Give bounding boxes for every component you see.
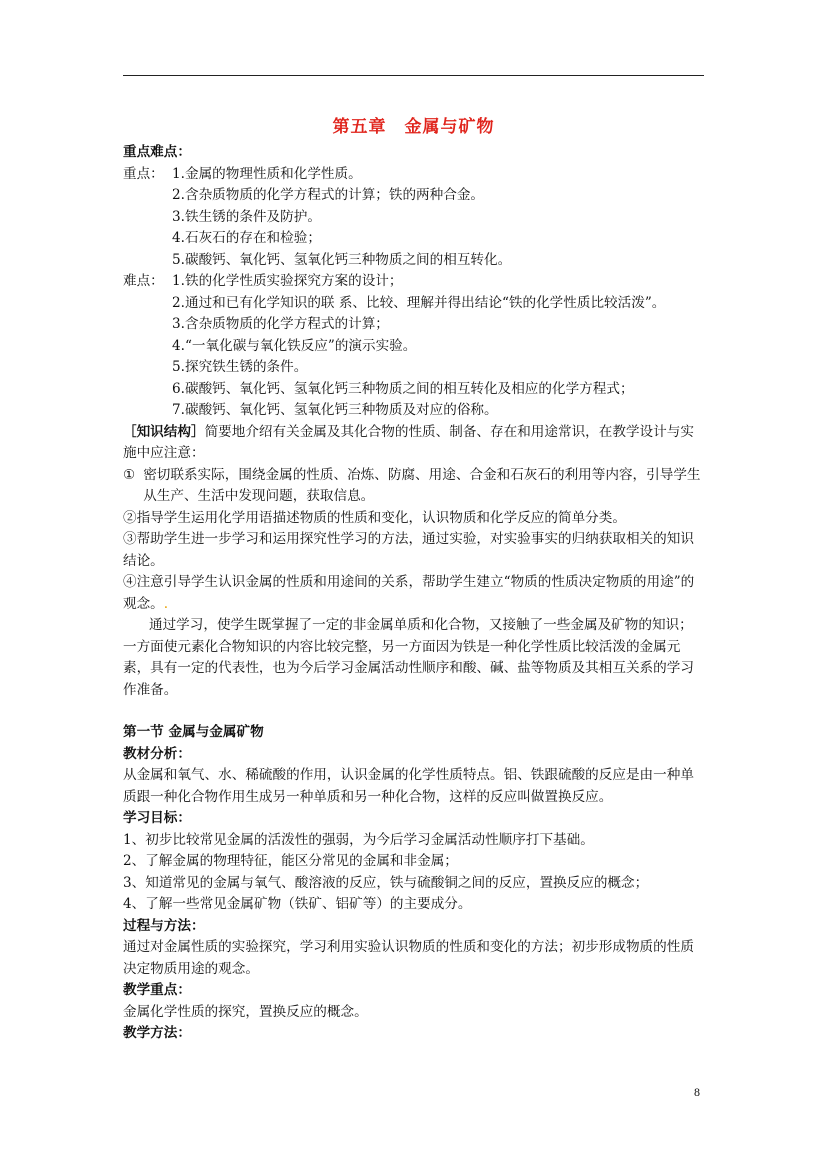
structure-item — [123, 465, 705, 508]
summary-paragraph: 通过学习，使学生既掌握了一定的非金属单质和化合物，又接触了一些金属及矿物的知识；一方面使元素化合物知识的内容比较完整，另一方面因为铁是一种化学性质比较活泼的金属元素，具有一定的代表性，也为今后学习金属活动性顺序和酸、碱、盐等物质及其相互关系的学习作准备。 — [123, 617, 694, 698]
analysis-heading: 教材分析： — [123, 745, 191, 762]
difficulty-item: 7.碳酸钙、氧化钙、氢氧化钙三种物质及对应的俗称。 — [172, 402, 498, 418]
structure-item-marker: ① — [123, 466, 136, 483]
key-item: 1.金属的物理性质和化学性质。 — [172, 165, 362, 182]
difficulty-item: 5.探究铁生锈的条件。 — [172, 359, 308, 375]
knowledge-structure-text: 简要地介绍有关金属及其化合物的性质、制备、存在和用途常识，在教学设计与实施中应注意： — [123, 423, 694, 461]
difficulty-item: 2.通过和已有化学知识的联 系、比较、理解并得出结论“铁的化学性质比较活泼”。 — [172, 294, 666, 311]
focus-text: 金属化学性质的探究，置换反应的概念。 — [123, 1003, 368, 1020]
difficulty-row — [123, 271, 705, 293]
key-item: 4.石灰石的存在和检验； — [172, 230, 321, 246]
structure-item — [123, 529, 705, 572]
document-body — [123, 142, 705, 1045]
page-number: 8 — [694, 1085, 700, 1099]
knowledge-structure-label: ［知识结构］ — [123, 423, 205, 440]
structure-item-text: 指导学生运用化学用语描述物质的性质和变化，认识物质和化学反应的简单分类。 — [136, 509, 626, 526]
structure-item-marker: ④ — [123, 574, 137, 590]
focus-heading: 教学重点： — [123, 982, 191, 998]
difficulty-label: 难点： — [123, 273, 164, 289]
goal-item: 1、初步比较常见金属的活泼性的强弱，为今后学习金属活动性顺序打下基础。 — [123, 831, 594, 848]
method-heading: 教学方法： — [123, 1025, 191, 1041]
difficulty-item: 4.“一氧化碳与氧化铁反应”的演示实验。 — [172, 337, 417, 354]
difficulty-item: 1.铁的化学性质实验探究方案的设计； — [172, 273, 403, 289]
structure-item-text: 帮助学生进一步学习和运用探究性学习的方法，通过实验，对实验事实的归纳获取相关的知识结论。 — [123, 531, 694, 569]
difficulty-item: 3.含杂质物质的化学方程式的计算； — [172, 316, 389, 332]
key-label: 重点： — [123, 165, 164, 182]
difficulty-item: 6.碳酸钙、氧化钙、氢氧化钙三种物质之间的相互转化及相应的化学方程式； — [172, 380, 634, 397]
goal-item: 3、知道常见的金属与氧气、酸溶液的反应，铁与硫酸铜之间的反应，置换反应的概念； — [123, 874, 649, 891]
structure-item-text: 注意引导学生认识金属的性质和用途间的关系，帮助学生建立“物质的性质决定物质的用途”的观念。 — [123, 574, 695, 612]
key-item: 5.碳酸钙、氧化钙、氢氧化钙三种物质之间的相互转化。 — [172, 251, 512, 268]
key-difficulty-heading: 重点难点： — [123, 144, 191, 160]
header-rule — [123, 75, 704, 76]
chapter-title: 第五章 金属与矿物 — [332, 117, 495, 137]
stray-dot: . — [163, 595, 169, 612]
key-point-row — [123, 164, 705, 186]
process-text: 通过对金属性质的实验探究，学习利用实验认识物质的性质和变化的方法；初步形成物质的性质决定物质用途的观念。 — [123, 939, 694, 977]
section-heading: 第一节 金属与金属矿物 — [123, 724, 264, 740]
section-spacer — [123, 701, 705, 722]
structure-item-marker: ③ — [123, 531, 137, 547]
process-heading: 过程与方法： — [123, 917, 205, 934]
structure-item — [123, 572, 705, 615]
knowledge-structure-paragraph — [123, 422, 705, 465]
goals-heading: 学习目标： — [123, 810, 191, 826]
goal-item: 2、了解金属的物理特征，能区分常见的金属和非金属； — [123, 853, 458, 869]
structure-item-text: 密切联系实际，围绕金属的性质、冶炼、防腐、用途、合金和石灰石的利用等内容，引导学生从生产、生活中发现问题，获取信息。 — [143, 466, 701, 504]
structure-item — [123, 508, 705, 530]
analysis-text: 从金属和氧气、水、稀硫酸的作用，认识金属的化学性质特点。铝、铁跟硫酸的反应是由一种单质跟一种化合物作用生成另一种单质和另一种化合物，这样的反应叫做置换反应。 — [123, 767, 694, 805]
structure-item-marker: ② — [123, 509, 137, 526]
key-item: 3.铁生锈的条件及防护。 — [172, 208, 321, 225]
goal-item: 4、了解一些常见金属矿物（铁矿、铝矿等）的主要成分。 — [123, 896, 472, 912]
key-item: 2.含杂质物质的化学方程式的计算；铁的两种合金。 — [172, 187, 485, 203]
